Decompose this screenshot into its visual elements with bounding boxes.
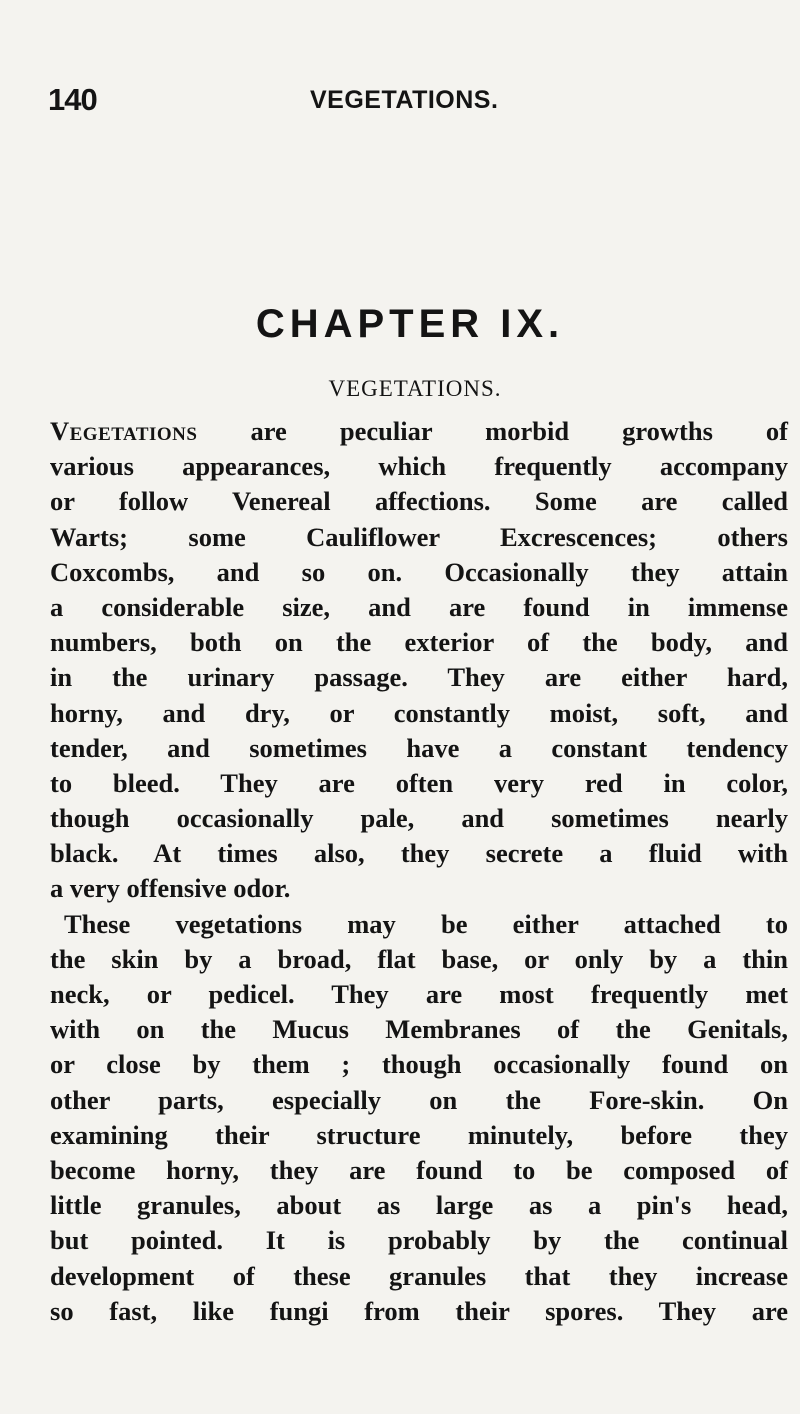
text-line: Coxcombs, and so on. Occasionally they attain: [50, 556, 788, 587]
text-line: or close by them ; though occasionally found on: [50, 1049, 788, 1080]
text-line: These vegetations may be either attached to: [64, 908, 788, 939]
first-line-rest: are peculiar morbid growths of: [250, 416, 788, 446]
body-text: [50, 414, 788, 1329]
running-head: [48, 82, 788, 122]
text-line: various appearances, which frequently accompany: [50, 451, 788, 482]
text-line: black. At times also, they secrete a fluid with: [50, 838, 788, 869]
text-line: tender, and sometimes have a constant tendency: [50, 732, 788, 763]
text-line: Warts; some Cauliflower Excrescences; others: [50, 521, 788, 552]
lead-word: Vegetations: [50, 416, 198, 446]
text-line: little granules, about as large as a pin's head,: [50, 1190, 788, 1221]
text-line-1: [50, 414, 788, 449]
page-number: 140: [48, 82, 97, 117]
text-line: numbers, both on the exterior of the body, and: [50, 627, 788, 658]
text-line: to bleed. They are often very red in color,: [50, 767, 788, 798]
running-title: VEGETATIONS.: [310, 86, 499, 114]
text-line: though occasionally pale, and sometimes nearly: [50, 803, 788, 834]
text-line: so fast, like fungi from their spores. They are: [50, 1295, 788, 1326]
text-line: horny, and dry, or constantly moist, soft, and: [50, 697, 788, 728]
text-line: or follow Venereal affections. Some are called: [50, 486, 788, 517]
text-line: the skin by a broad, flat base, or only by a thin: [50, 943, 788, 974]
text-line: become horny, they are found to be composed of: [50, 1154, 788, 1185]
text-line: other parts, especially on the Fore-skin. On: [50, 1084, 788, 1115]
text-line: in the urinary passage. They are either hard,: [50, 662, 788, 693]
text-line: a very offensive odor.: [50, 873, 291, 904]
text-line: but pointed. It is probably by the continual: [50, 1225, 788, 1256]
chapter-heading: CHAPTER IX.: [255, 302, 565, 346]
text-line: neck, or pedicel. They are most frequently met: [50, 979, 788, 1009]
section-title: VEGETATIONS.: [328, 376, 502, 401]
text-line: with on the Mucus Membranes of the Genitals,: [50, 1014, 788, 1045]
text-line: development of these granules that they increase: [50, 1260, 788, 1291]
text-line: a considerable size, and are found in immense: [50, 591, 788, 622]
text-line: examining their structure minutely, before they: [50, 1119, 788, 1150]
